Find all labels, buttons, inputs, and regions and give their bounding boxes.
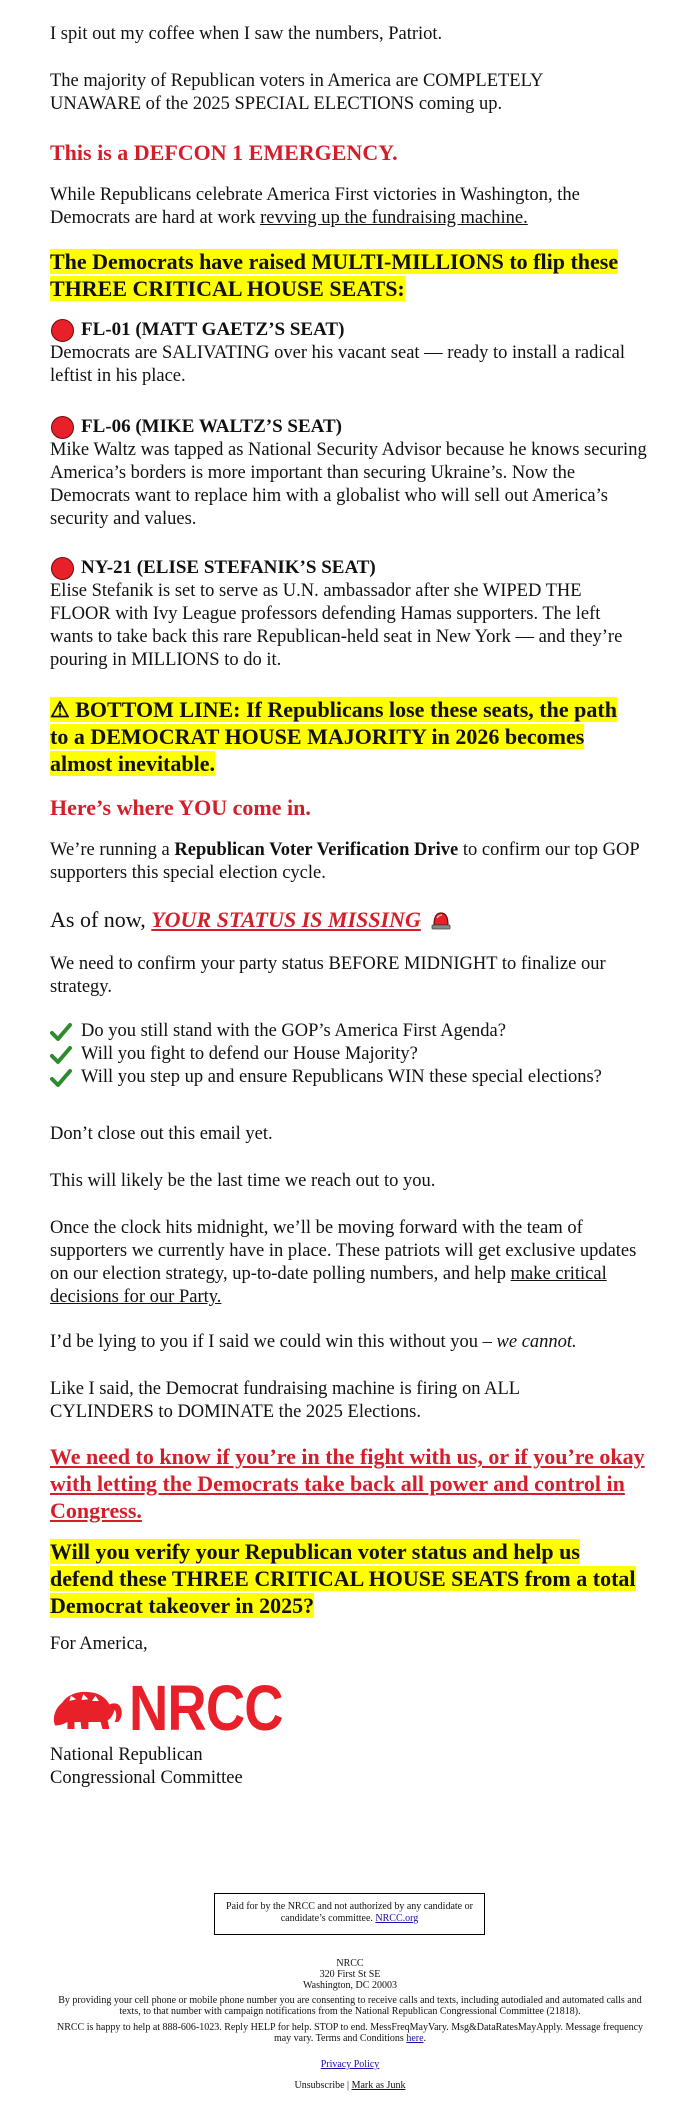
seat-title: FL-01 (MATT GAETZ’S SEAT) [50,318,650,342]
sign-off: For America, [50,1634,148,1654]
seat-block-fl01 [50,318,650,388]
come-in-heading: Here’s where YOU come in. [50,795,311,820]
unsubscribe-link[interactable]: Unsubscribe [294,2080,345,2091]
fundraising-link[interactable]: revving up the fundraising machine. [260,208,528,228]
cylinders-paragraph: Like I said, the Democrat fundraising machine is firing on ALL CYLINDERS to DOMINATE the 2025 Elections. [50,1379,520,1422]
lying-line: I’d be lying to you if I said we could win this without you – we cannot. [50,1332,577,1352]
intro-line: I spit out my coffee when I saw the numbers, Patriot. [50,24,443,44]
privacy-policy-link[interactable]: Privacy Policy [320,2059,380,2070]
red-circle-icon [51,319,74,342]
footer-unsubscribe-row: Unsubscribe | Mark as Junk [294,2080,406,2091]
seat-text: Democrats are SALIVATING over his vacant seat — ready to install a radical leftist in his place. [50,343,626,386]
need-to-know-link[interactable]: We need to know if you’re in the fight with us, or if you’re okay with letting the Democrats take back all power and control in Congress. [50,1444,645,1523]
siren-icon [429,909,453,931]
org-name-line2: Congressional Committee [50,1768,243,1788]
checkmark-icon [50,1068,72,1088]
footer-consent: By providing your cell phone or mobile phone number you are consenting to receive calls and texts, including autodialed and automated calls and texts, to that number with campaign notifications from the National Republican Congressional Committee (21818). [58,1995,642,2017]
dont-close-line: Don’t close out this email yet. [50,1124,273,1144]
drive-paragraph: We’re running a Republican Voter Verification Drive to confirm our top GOP supporters this special election cycle. [50,840,639,883]
bottom-line: ⚠ BOTTOM LINE: If Republicans lose these seats, the path to a DEMOCRAT HOUSE MAJORITY in 2026 becomes almost inevitable. [50,697,617,776]
status-line: As of now, YOUR STATUS IS MISSING [50,906,453,934]
list-item: Will you fight to defend our House Majority? [50,1043,650,1066]
defcon-heading: This is a DEFCON 1 EMERGENCY. [50,140,398,165]
nrcc-site-link[interactable]: NRCC.org [375,1913,419,1924]
unaware-paragraph: The majority of Republican voters in America are COMPLETELY UNAWARE of the 2025 SPECIAL ELECTIONS coming up. [50,71,543,114]
confirm-paragraph: We need to confirm your party status BEFORE MIDNIGHT to finalize our strategy. [50,954,606,997]
elephant-icon [50,1680,125,1736]
seat-block-fl06 [50,415,650,531]
paid-for-box: Paid for by the NRCC and not authorized by any candidate or candidate’s committee. NRCC.org [214,1893,485,1935]
fundraising-paragraph: While Republicans celebrate America First victories in Washington, the Democrats are hard at work revving up the fundraising machine. [50,185,580,228]
decisions-link[interactable]: make critical decisions for our Party. [50,1264,607,1307]
last-time-line: This will likely be the last time we reach out to you. [50,1171,436,1191]
seat-title: FL-06 (MIKE WALTZ’S SEAT) [50,415,650,439]
checkmark-icon [50,1045,72,1065]
list-item: Will you step up and ensure Republicans WIN these special elections? [50,1066,650,1089]
seat-title: NY-21 (ELISE STEFANIK’S SEAT) [50,556,650,580]
nrcc-wordmark: NRCC [129,1672,283,1744]
clock-paragraph: Once the clock hits midnight, we’ll be moving forward with the team of supporters we currently have in place. These patriots will get exclusive updates on our election strategy, up-to-date polling numbers, and help make critical decisions for our Party. [50,1218,637,1307]
terms-link[interactable]: here [406,2033,424,2044]
seat-text: Mike Waltz was tapped as National Security Advisor because he knows securing America’s borders is more important than securing Ukraine’s. Now the Democrats want to replace him with a globalist who will sell out America’s security and values. [50,440,647,529]
footer-help: NRCC is happy to help at 888-606-1023. Reply HELP for help. STOP to end. MessFreqMayVary. Msg&DataRatesMayApply. Message frequency may vary. Terms and Conditions here. [56,2022,644,2044]
nrcc-logo [50,1672,310,1744]
checklist [50,1020,650,1089]
checkmark-icon [50,1022,72,1042]
red-circle-icon [51,416,74,439]
red-circle-icon [51,557,74,580]
verify-question: Will you verify your Republican voter status and help us defend these THREE CRITICAL HOUSE SEATS from a total Democrat takeover in 2025? [50,1539,636,1618]
footer-address: NRCC 320 First St SE Washington, DC 20003 [303,1958,397,1991]
mark-junk-link[interactable]: Mark as Junk [351,2080,406,2091]
seat-block-ny21 [50,556,650,672]
status-missing-link[interactable]: YOUR STATUS IS MISSING [151,907,421,932]
org-name-line1: National Republican [50,1745,203,1765]
warning-icon: ⚠ [50,697,70,722]
raised-heading: The Democrats have raised MULTI-MILLIONS to flip these THREE CRITICAL HOUSE SEATS: [50,249,619,301]
footer-privacy [50,2059,650,2070]
list-item: Do you still stand with the GOP’s America First Agenda? [50,1020,650,1043]
seat-text: Elise Stefanik is set to serve as U.N. ambassador after she WIPED THE FLOOR with Ivy League professors defending Hamas supporters. The left wants to take back this rare Republican-held seat in New York — and they’re pouring in MILLIONS to do it. [50,581,623,670]
